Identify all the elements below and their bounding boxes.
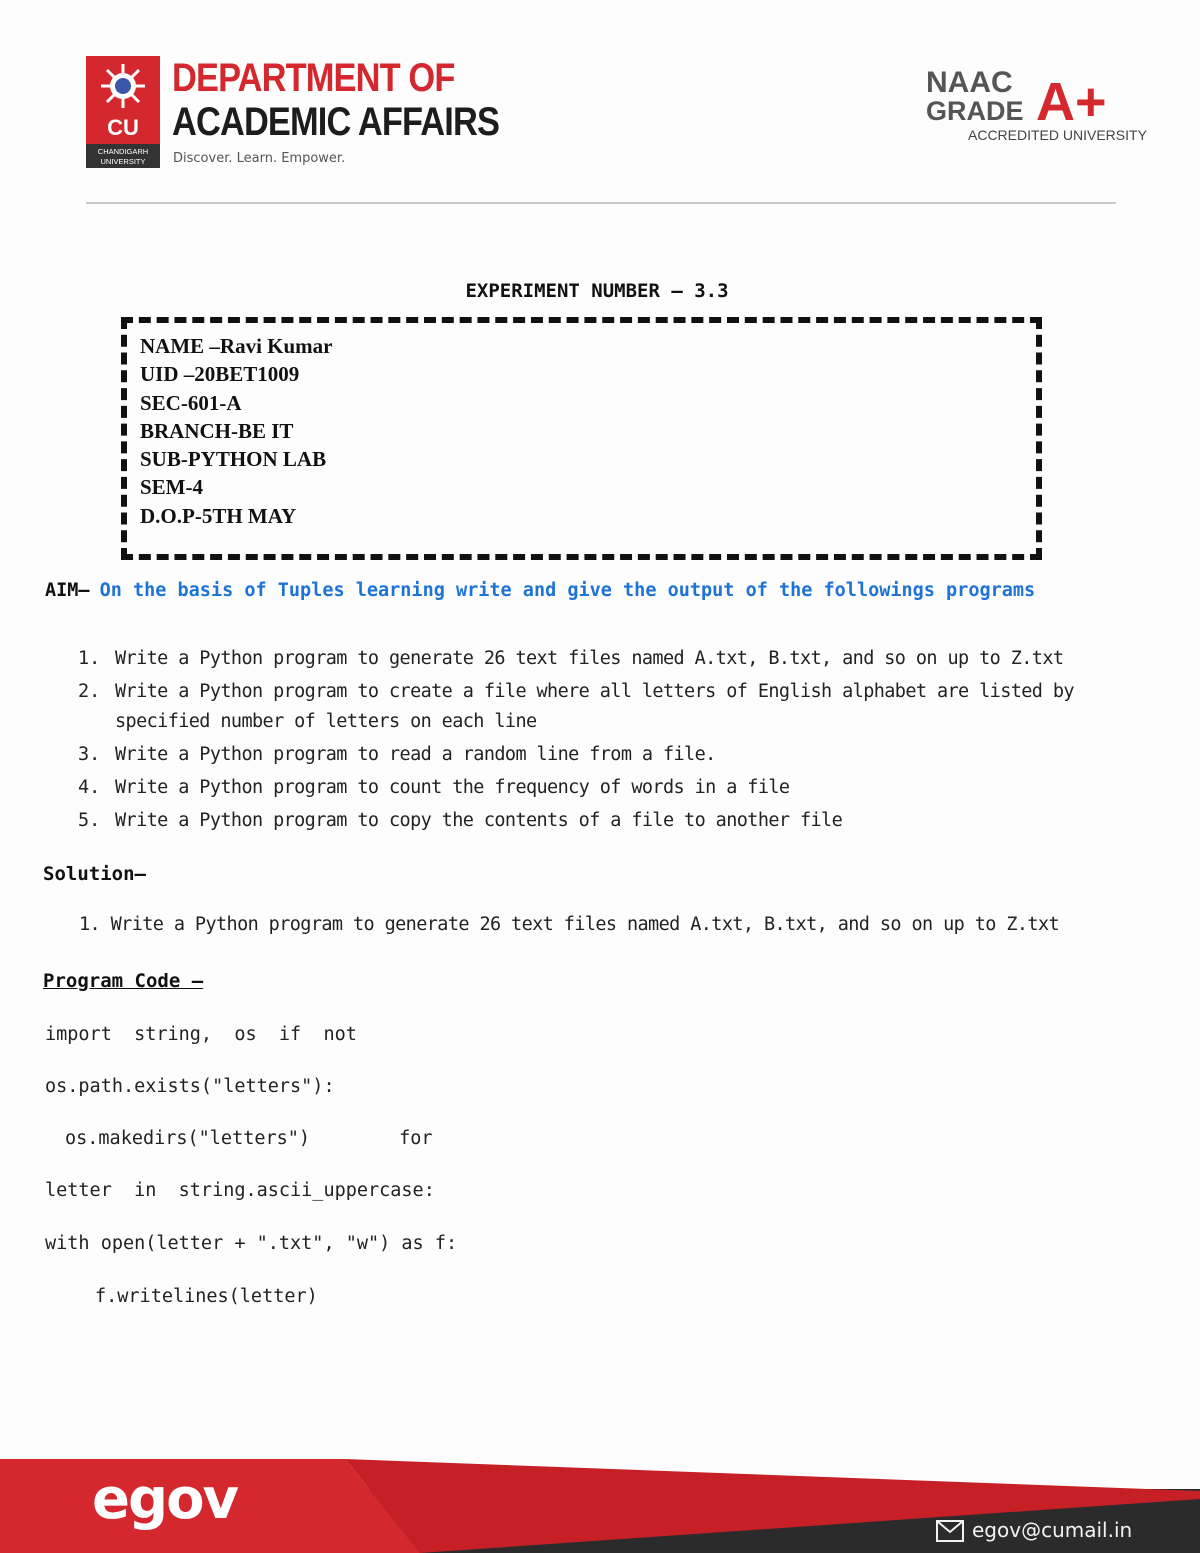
task-list bbox=[78, 644, 1168, 839]
code-line: with open(letter + ".txt", "w") as f: bbox=[45, 1233, 458, 1254]
code-line: import string, os if not bbox=[45, 1024, 357, 1045]
student-uid: UID –20BET1009 bbox=[140, 362, 300, 387]
naac-grade-logo bbox=[926, 66, 1147, 144]
footer-email: egov@cumail.in bbox=[972, 1518, 1133, 1542]
aim bbox=[45, 580, 1035, 601]
date-of-performance: D.O.P-5TH MAY bbox=[140, 503, 297, 528]
list-item: 3. Write a Python program to read a random line from a file. bbox=[78, 744, 716, 765]
list-item: 1. Write a Python program to generate 26 text files named A.txt, B.txt, and so on up to Z.txt bbox=[78, 648, 1064, 669]
aim-text: On the basis of Tuples learning write and give the output of the followings programs bbox=[99, 580, 1036, 601]
egov-logo bbox=[92, 1468, 272, 1532]
svg-text:UNIVERSITY: UNIVERSITY bbox=[100, 157, 146, 166]
student-semester: SEM-4 bbox=[140, 475, 203, 500]
naac-a-plus: A+ bbox=[1036, 72, 1107, 132]
tagline: Discover. Learn. Empower. bbox=[173, 151, 346, 166]
department-title-line1: DEPARTMENT OF bbox=[172, 56, 455, 100]
naac-text: NAAC bbox=[926, 66, 1013, 99]
svg-text:CHANDIGARH: CHANDIGARH bbox=[97, 147, 149, 156]
student-name: NAME –Ravi Kumar bbox=[140, 334, 333, 358]
header-divider bbox=[86, 202, 1116, 204]
department-title-line2: ACADEMIC AFFAIRS bbox=[172, 100, 500, 144]
egov-brand-text: egov bbox=[92, 1467, 238, 1532]
code-line: f.writelines(letter) bbox=[95, 1286, 318, 1307]
chandigarh-university-logo bbox=[86, 56, 160, 168]
student-info-list bbox=[140, 332, 333, 530]
cu-logo-text: CU bbox=[107, 115, 139, 140]
code-line: os.makedirs("letters") for bbox=[65, 1128, 433, 1149]
list-item: 5. Write a Python program to copy the contents of a file to another file bbox=[78, 810, 843, 831]
naac-accredited-text: ACCREDITED UNIVERSITY bbox=[968, 127, 1147, 143]
list-item: 4. Write a Python program to count the frequency of words in a file bbox=[78, 777, 790, 798]
aim-label: AIM– bbox=[45, 580, 90, 601]
code-line: os.path.exists("letters"): bbox=[45, 1076, 335, 1097]
solution-heading: Solution– bbox=[43, 863, 146, 885]
code-line: letter in string.ascii_uppercase: bbox=[45, 1180, 435, 1201]
student-subject: SUB-PYTHON LAB bbox=[140, 447, 327, 472]
naac-grade-text: GRADE bbox=[926, 96, 1024, 126]
program-code-heading: Program Code – bbox=[43, 970, 204, 992]
mail-icon bbox=[936, 1520, 964, 1542]
student-branch: BRANCH-BE IT bbox=[140, 418, 294, 443]
student-section: SEC-601-A bbox=[140, 390, 242, 415]
solution-item: 1. Write a Python program to generate 26 text files named A.txt, B.txt, and so on up to Z.txt bbox=[79, 914, 1060, 935]
experiment-title: EXPERIMENT NUMBER – 3.3 bbox=[465, 280, 729, 302]
list-item: 2. Write a Python program to create a file where all letters of English alphabet are listed by specified number of letters on each line bbox=[78, 681, 1074, 732]
